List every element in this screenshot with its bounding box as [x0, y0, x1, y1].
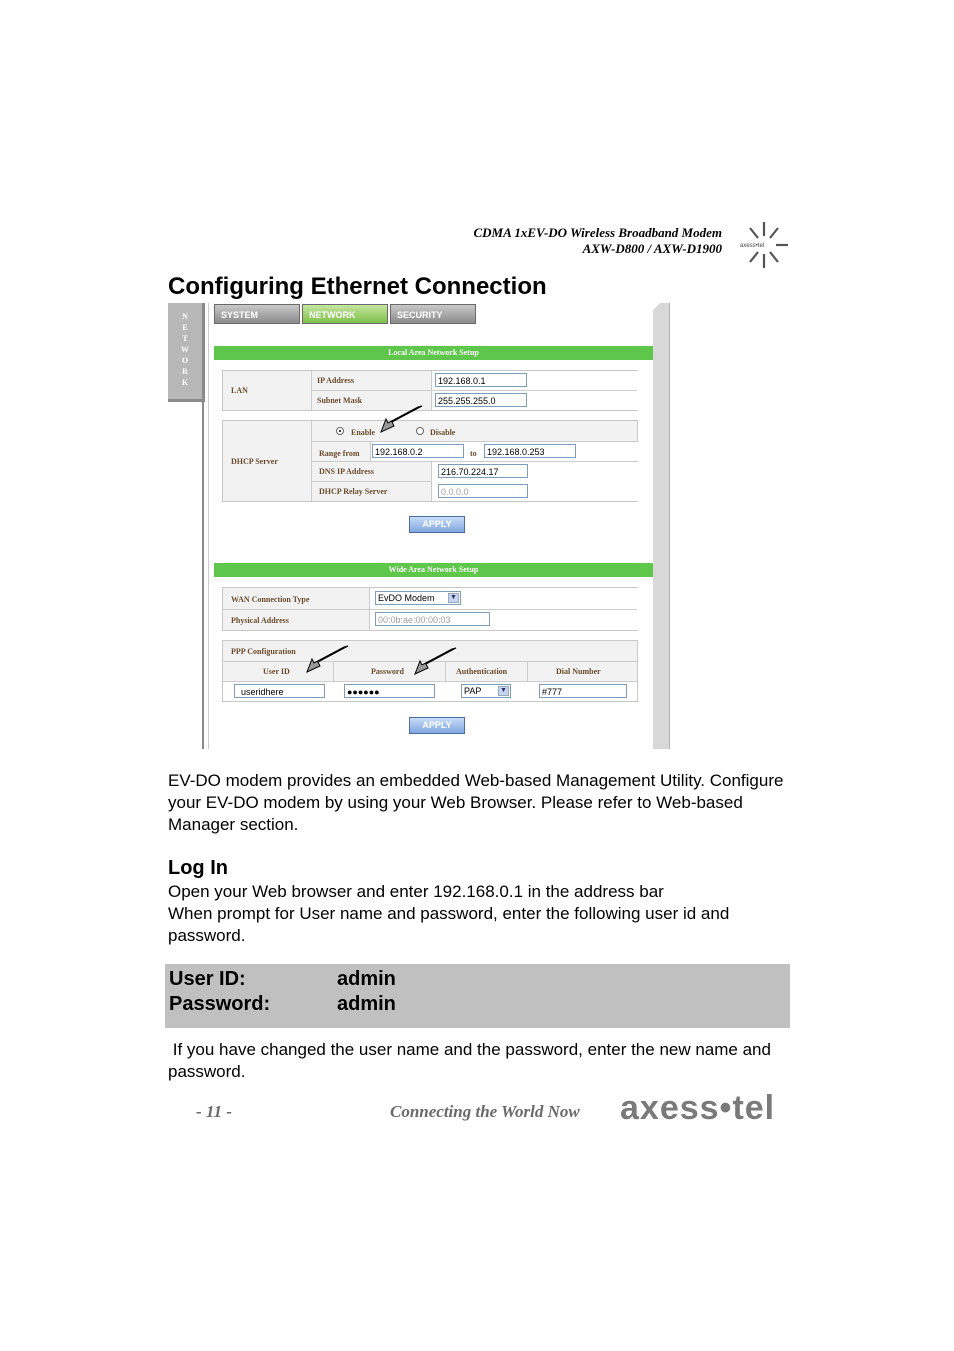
dhcp-enable-radio[interactable] [336, 427, 344, 435]
dns-ip-label: DNS IP Address [319, 467, 374, 476]
credential-user-value: admin [337, 968, 396, 990]
password-input[interactable]: ●●●●●● [344, 684, 435, 698]
physical-address-input[interactable]: 00:0b:ae:00:00:03 [375, 612, 490, 626]
dhcp-relay-label: DHCP Relay Server [319, 487, 388, 496]
subnet-mask-label: Subnet Mask [317, 396, 363, 405]
dhcp-enable-label: Enable [351, 428, 376, 437]
pointer-arrow-icon [304, 643, 350, 675]
login-line-1: Open your Web browser and enter 192.168.0.1 in the address bar [168, 882, 664, 901]
dial-number-input[interactable]: #777 [539, 684, 627, 698]
login-line-2: When prompt for User name and password, enter the following user id and password. [168, 904, 730, 945]
document-header [474, 225, 723, 257]
credential-password-row [169, 993, 396, 1016]
note-text: If you have changed the user name and the password, enter the new name and password. [168, 1040, 771, 1081]
ip-address-input[interactable]: 192.168.0.1 [435, 373, 527, 387]
password-column-header: Password [371, 667, 404, 676]
wan-section-title: Wide Area Network Setup [214, 563, 653, 577]
svg-text:axess•tel: axess•tel [740, 243, 765, 249]
network-side-tab[interactable] [168, 303, 205, 402]
chevron-down-icon: ▼ [498, 686, 509, 696]
lan-apply-button[interactable]: APPLY [409, 516, 465, 533]
lan-label: LAN [231, 386, 248, 395]
tab-security[interactable]: SECURITY [390, 304, 476, 324]
side-tab-label: N E T W O R K [181, 312, 189, 387]
credential-user-label: User ID: [169, 968, 246, 990]
left-divider [202, 399, 204, 749]
range-from-label: Range from [319, 449, 360, 458]
wan-connection-type-label: WAN Connection Type [231, 595, 310, 604]
pointer-arrow-icon [412, 645, 458, 677]
note-paragraph [168, 1039, 788, 1083]
user-id-input[interactable]: useridhere [234, 684, 325, 698]
wan-apply-button[interactable]: APPLY [409, 717, 465, 734]
credential-user-row [169, 968, 396, 991]
login-heading: Log In [168, 857, 228, 879]
header-product-line: CDMA 1xEV-DO Wireless Broadband Modem [473, 225, 722, 240]
wan-connection-type-select[interactable] [375, 591, 461, 605]
tab-system[interactable]: SYSTEM [214, 304, 300, 324]
dial-number-column-header: Dial Number [556, 667, 601, 676]
ip-address-label: IP Address [317, 376, 354, 385]
dhcp-relay-input[interactable]: 0.0.0.0 [438, 484, 528, 498]
page-number: - 11 - [196, 1102, 232, 1121]
pointer-arrow-icon [378, 403, 424, 435]
top-tabs [214, 304, 478, 325]
credential-password-value: admin [337, 993, 396, 1015]
wan-row-divider [223, 609, 637, 610]
range-from-input[interactable]: 192.168.0.2 [372, 444, 464, 458]
footer-brand-logo: axess•tel [620, 1089, 776, 1127]
lan-group [222, 370, 638, 411]
network-panel [208, 303, 653, 749]
authentication-column-header: Authentication [456, 667, 508, 676]
physical-address-label: Physical Address [231, 616, 289, 625]
scrollbar[interactable] [652, 303, 670, 749]
wan-connection-type-value: EvDO Modem [378, 593, 435, 603]
range-to-label: to [470, 449, 477, 458]
intro-paragraph: EV-DO modem provides an embedded Web-based Management Utility. Configure your EV-DO modem by using your Web Browser. Please refer to Web-based Manager section. [168, 771, 784, 834]
wan-group [222, 587, 638, 631]
user-id-column-header: User ID [263, 667, 290, 676]
dns-ip-input[interactable]: 216.70.224.17 [438, 464, 528, 478]
dhcp-group [222, 420, 638, 502]
authentication-select[interactable] [461, 684, 511, 698]
page-title: Configuring Ethernet Connection [168, 273, 547, 300]
credential-password-label: Password: [169, 993, 271, 1015]
credentials-box [165, 964, 790, 1028]
axesstel-logo-icon [738, 220, 790, 270]
web-manager-screenshot [168, 303, 668, 749]
header-model-line: AXW-D800 / AXW-D1900 [582, 241, 722, 256]
tab-network[interactable]: NETWORK [302, 304, 388, 324]
authentication-value: PAP [464, 686, 482, 696]
login-instructions [168, 881, 788, 947]
lan-row-divider [311, 390, 637, 391]
ppp-configuration-label: PPP Configuration [231, 647, 296, 656]
chevron-down-icon: ▼ [448, 593, 459, 603]
dhcp-disable-label: Disable [430, 428, 456, 437]
dhcp-server-label: DHCP Server [231, 457, 278, 466]
lan-section-title: Local Area Network Setup [214, 346, 653, 360]
range-to-input[interactable]: 192.168.0.253 [484, 444, 576, 458]
footer-slogan: Connecting the World Now [390, 1102, 580, 1121]
subnet-mask-input[interactable]: 255.255.255.0 [435, 393, 527, 407]
